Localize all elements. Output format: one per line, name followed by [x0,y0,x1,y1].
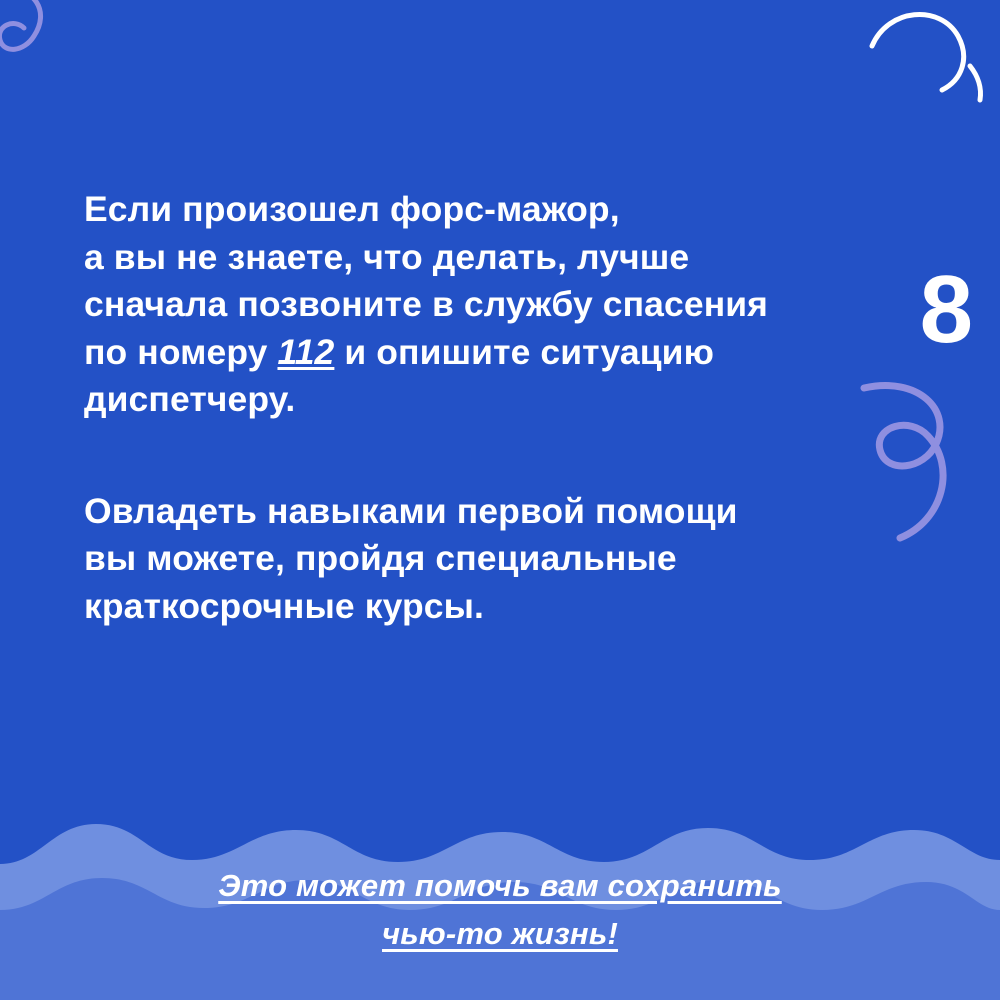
page-number: 8 [919,256,972,363]
footer-line-1: Это может помочь вам сохранить [218,867,782,903]
emergency-number: 112 [277,331,335,372]
footer-line-2: чью-то жизнь! [382,915,618,951]
paragraph-1 [84,186,874,424]
paragraph-2 [84,488,874,631]
body-text-block [84,186,874,631]
paragraph-1-before: Если произошел форс-мажор, а вы не знаете, что делать, лучше сначала позвоните в службу спасения по номеру [84,189,768,372]
squiggle-loop-icon [0,0,110,104]
paragraph-1-after: и опишите ситуацию диспетчеру. [84,331,715,420]
footer-slogan [0,862,1000,958]
paragraph-2-text: Овладеть навыками первой помощи вы можете, пройдя специальные краткосрочные курсы. [84,490,738,626]
squiggle-arc-icon [866,6,1000,126]
